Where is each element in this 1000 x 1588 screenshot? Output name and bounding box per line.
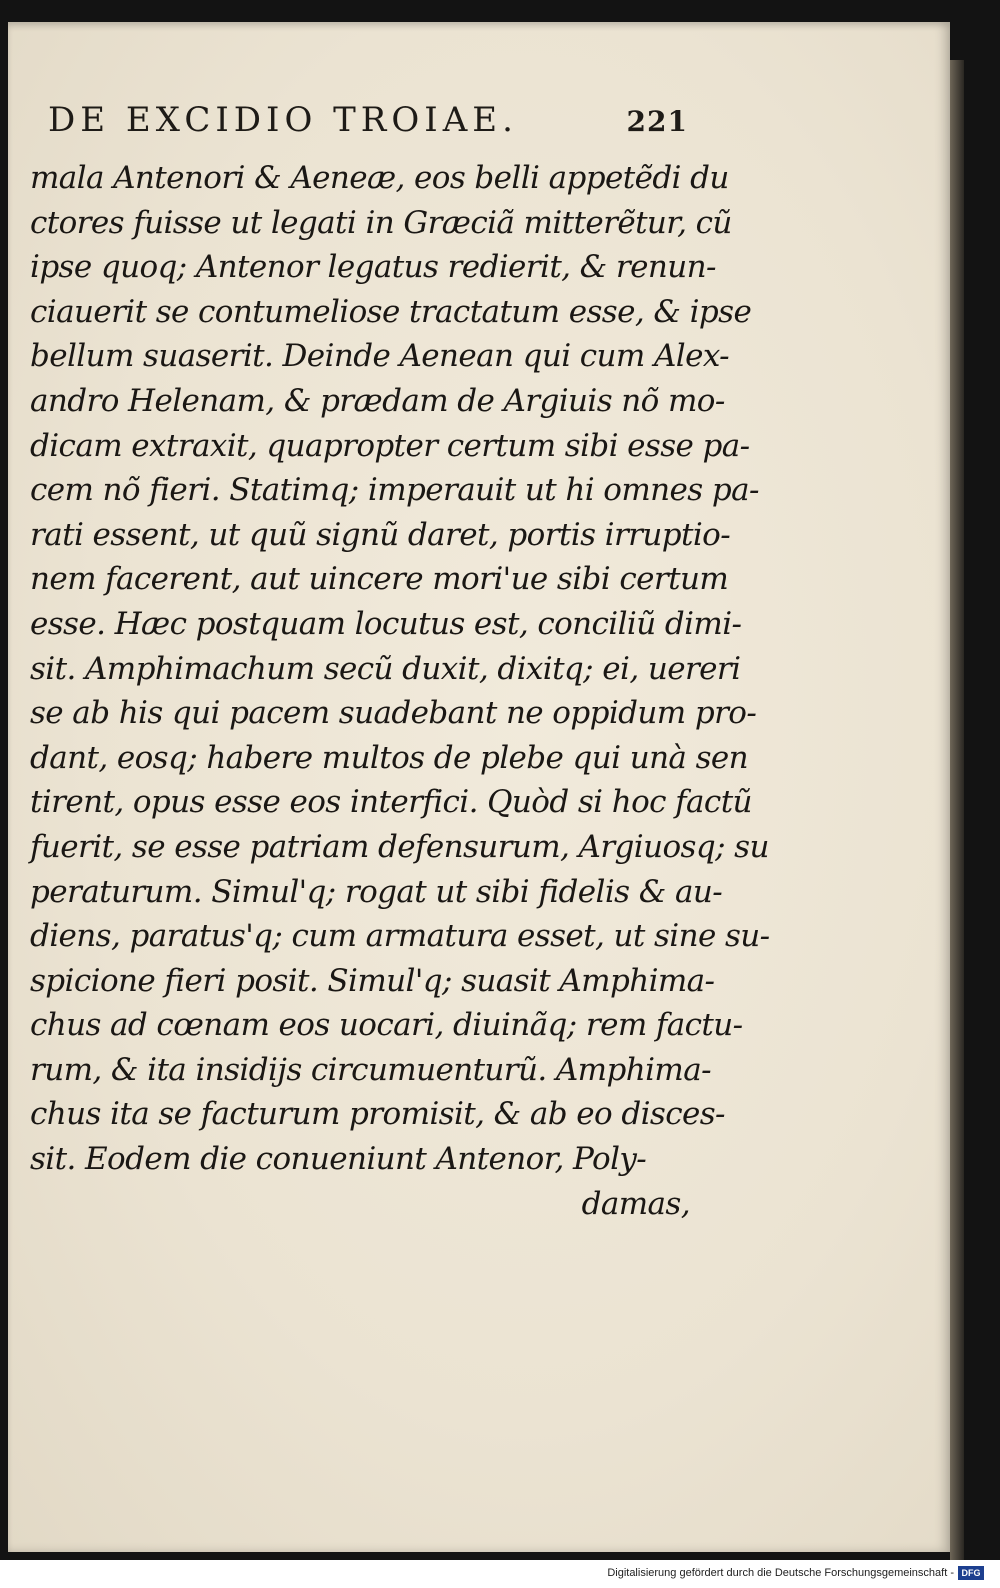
- running-title: DE EXCIDIO TROIAE.: [48, 100, 518, 140]
- text-line: rati essent, ut quũ signũ daret, portis irruptio-: [30, 516, 731, 553]
- text-line: mala Antenori & Aeneæ, eos belli appetẽdi du: [30, 160, 729, 196]
- text-line: sit. Eodem die conueniunt Antenor, Poly-: [30, 1141, 647, 1178]
- text-line: se ab his qui pacem suadebant ne oppidum pro-: [30, 695, 757, 732]
- text-line: spicione fieri posit. Simul'q; suasit Amphima-: [30, 962, 715, 999]
- text-line: esse. Hæc postquam locutus est, conciliũ dimi-: [30, 605, 742, 642]
- dfg-logo-icon: DFG: [958, 1566, 984, 1580]
- page-edge: [950, 60, 964, 1560]
- text-line: bellum suaserit. Deinde Aenean qui cum Alex-: [30, 338, 730, 375]
- text-line: sit. Amphimachum secũ duxit, dixitq; ei, uereri: [30, 650, 741, 687]
- text-line: nem facerent, aut uincere mori'ue sibi certum: [30, 561, 729, 598]
- text-line: dant, eosq; habere multos de plebe qui unà sen: [30, 739, 748, 776]
- funding-credit: Digitalisierung gefördert durch die Deutsche Forschungsgemeinschaft -: [607, 1567, 954, 1579]
- body-text: [30, 156, 770, 1226]
- text-line: dicam extraxit, quapropter certum sibi esse pa-: [30, 427, 750, 464]
- text-line: ipse quoq; Antenor legatus redierit, & renun-: [30, 249, 716, 286]
- text-line: tirent, opus esse eos interfici. Quòd si hoc factũ: [30, 784, 752, 821]
- text-line: chus ita se facturum promisit, & ab eo disces-: [30, 1096, 725, 1133]
- text-line: diens, paratus'q; cum armatura esset, ut sine su-: [30, 918, 770, 955]
- folio-number: 221: [626, 105, 688, 138]
- catchword: damas,: [581, 1185, 690, 1222]
- text-line: andro Helenam, & prædam de Argiuis nõ mo-: [30, 382, 725, 419]
- text-line: fuerit, se esse patriam defensurum, Argiuosq; su: [30, 828, 769, 865]
- footer-bar: [0, 1560, 1000, 1588]
- text-line: chus ad cœnam eos uocari, diuinãq; rem factu-: [30, 1007, 743, 1044]
- text-line: peraturum. Simul'q; rogat ut sibi fidelis & au-: [30, 873, 723, 910]
- text-line: cem nõ fieri. Statimq; imperauit ut hi omnes pa-: [30, 472, 759, 509]
- text-line: ctores fuisse ut legati in Græciã mitterẽtur, cũ: [30, 204, 732, 241]
- text-line: rum, & ita insidijs circumuenturũ. Amphima-: [30, 1051, 711, 1088]
- running-header: [48, 100, 688, 140]
- text-line: ciauerit se contumeliose tractatum esse, & ipse: [30, 293, 752, 330]
